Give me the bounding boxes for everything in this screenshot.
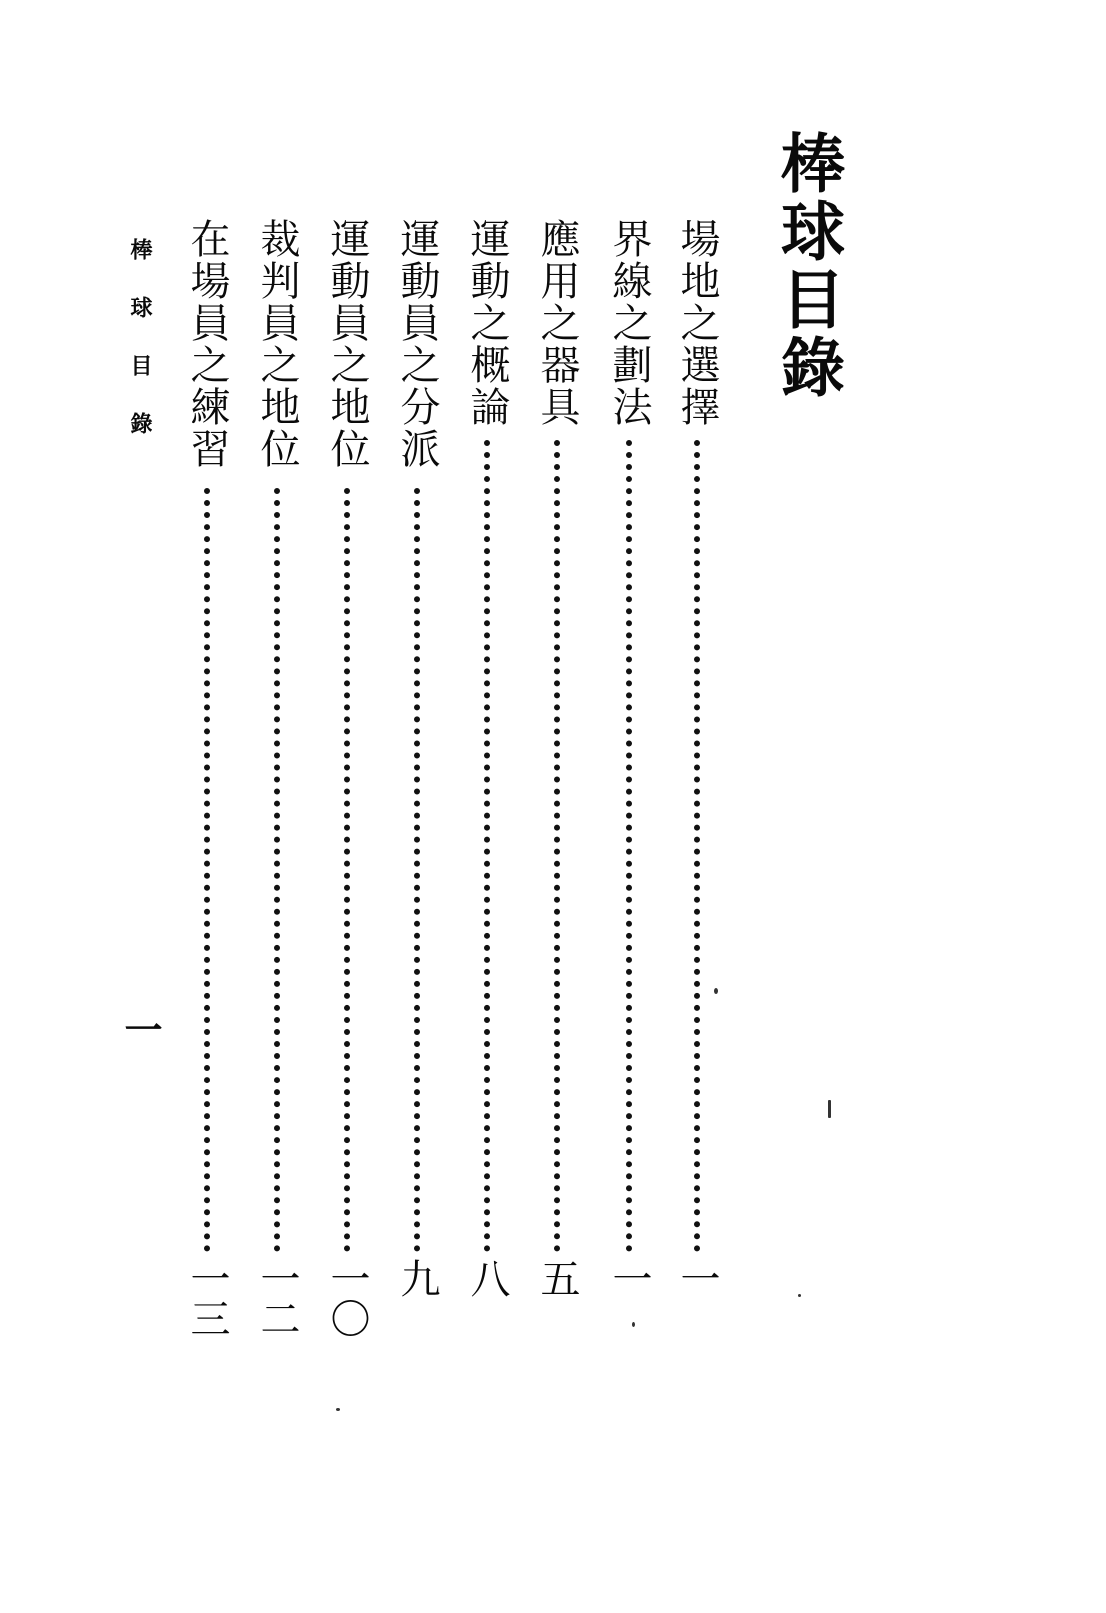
leader-dots: [694, 440, 700, 1252]
toc-entry-2: [604, 218, 654, 1348]
scan-speck: [798, 1294, 801, 1297]
scan-speck: [632, 1322, 635, 1327]
toc-entry-page: 五: [534, 1258, 580, 1298]
page-number: 一: [118, 1010, 163, 1048]
leader-dots: [414, 488, 420, 1252]
toc-entry-page: 八: [464, 1258, 510, 1298]
toc-entry-6: [322, 218, 372, 1348]
toc-entry-7: [252, 218, 302, 1348]
toc-entry-label: 運動之概論: [464, 218, 510, 428]
toc-entry-label: 運動員之分派: [394, 218, 440, 470]
page-title: 棒球目錄: [770, 130, 845, 402]
toc-entry-label: 應用之器具: [534, 218, 580, 428]
toc-entry-label: 界線之劃法: [606, 218, 652, 428]
toc-entry-label: 在場員之練習: [184, 218, 230, 470]
scan-speck: [336, 1408, 340, 1411]
scan-speck: [714, 988, 718, 994]
running-head: 棒球目錄: [127, 238, 153, 470]
toc-entry-4: [462, 218, 512, 1348]
toc-entry-page: 一: [674, 1258, 720, 1298]
toc-entry-page: 一二: [254, 1258, 300, 1338]
toc-entry-5: [392, 218, 442, 1348]
toc-entry-page: 一〇: [324, 1258, 370, 1338]
leader-dots: [344, 488, 350, 1252]
toc-entry-label: 場地之選擇: [674, 218, 720, 428]
toc-entry-label: 裁判員之地位: [254, 218, 300, 470]
toc-entry-8: [182, 218, 232, 1348]
leader-dots: [274, 488, 280, 1252]
leader-dots: [554, 440, 560, 1252]
toc-entry-label: 運動員之地位: [324, 218, 370, 470]
toc-entry-page: 一: [606, 1258, 652, 1298]
scan-speck: [828, 1100, 831, 1118]
toc-entry-page: 九: [394, 1258, 440, 1298]
leader-dots: [626, 440, 632, 1252]
leader-dots: [484, 440, 490, 1252]
toc-entry-3: [532, 218, 582, 1348]
toc-entry-page: 一三: [184, 1258, 230, 1338]
leader-dots: [204, 488, 210, 1252]
toc-entry-1: [672, 218, 722, 1348]
